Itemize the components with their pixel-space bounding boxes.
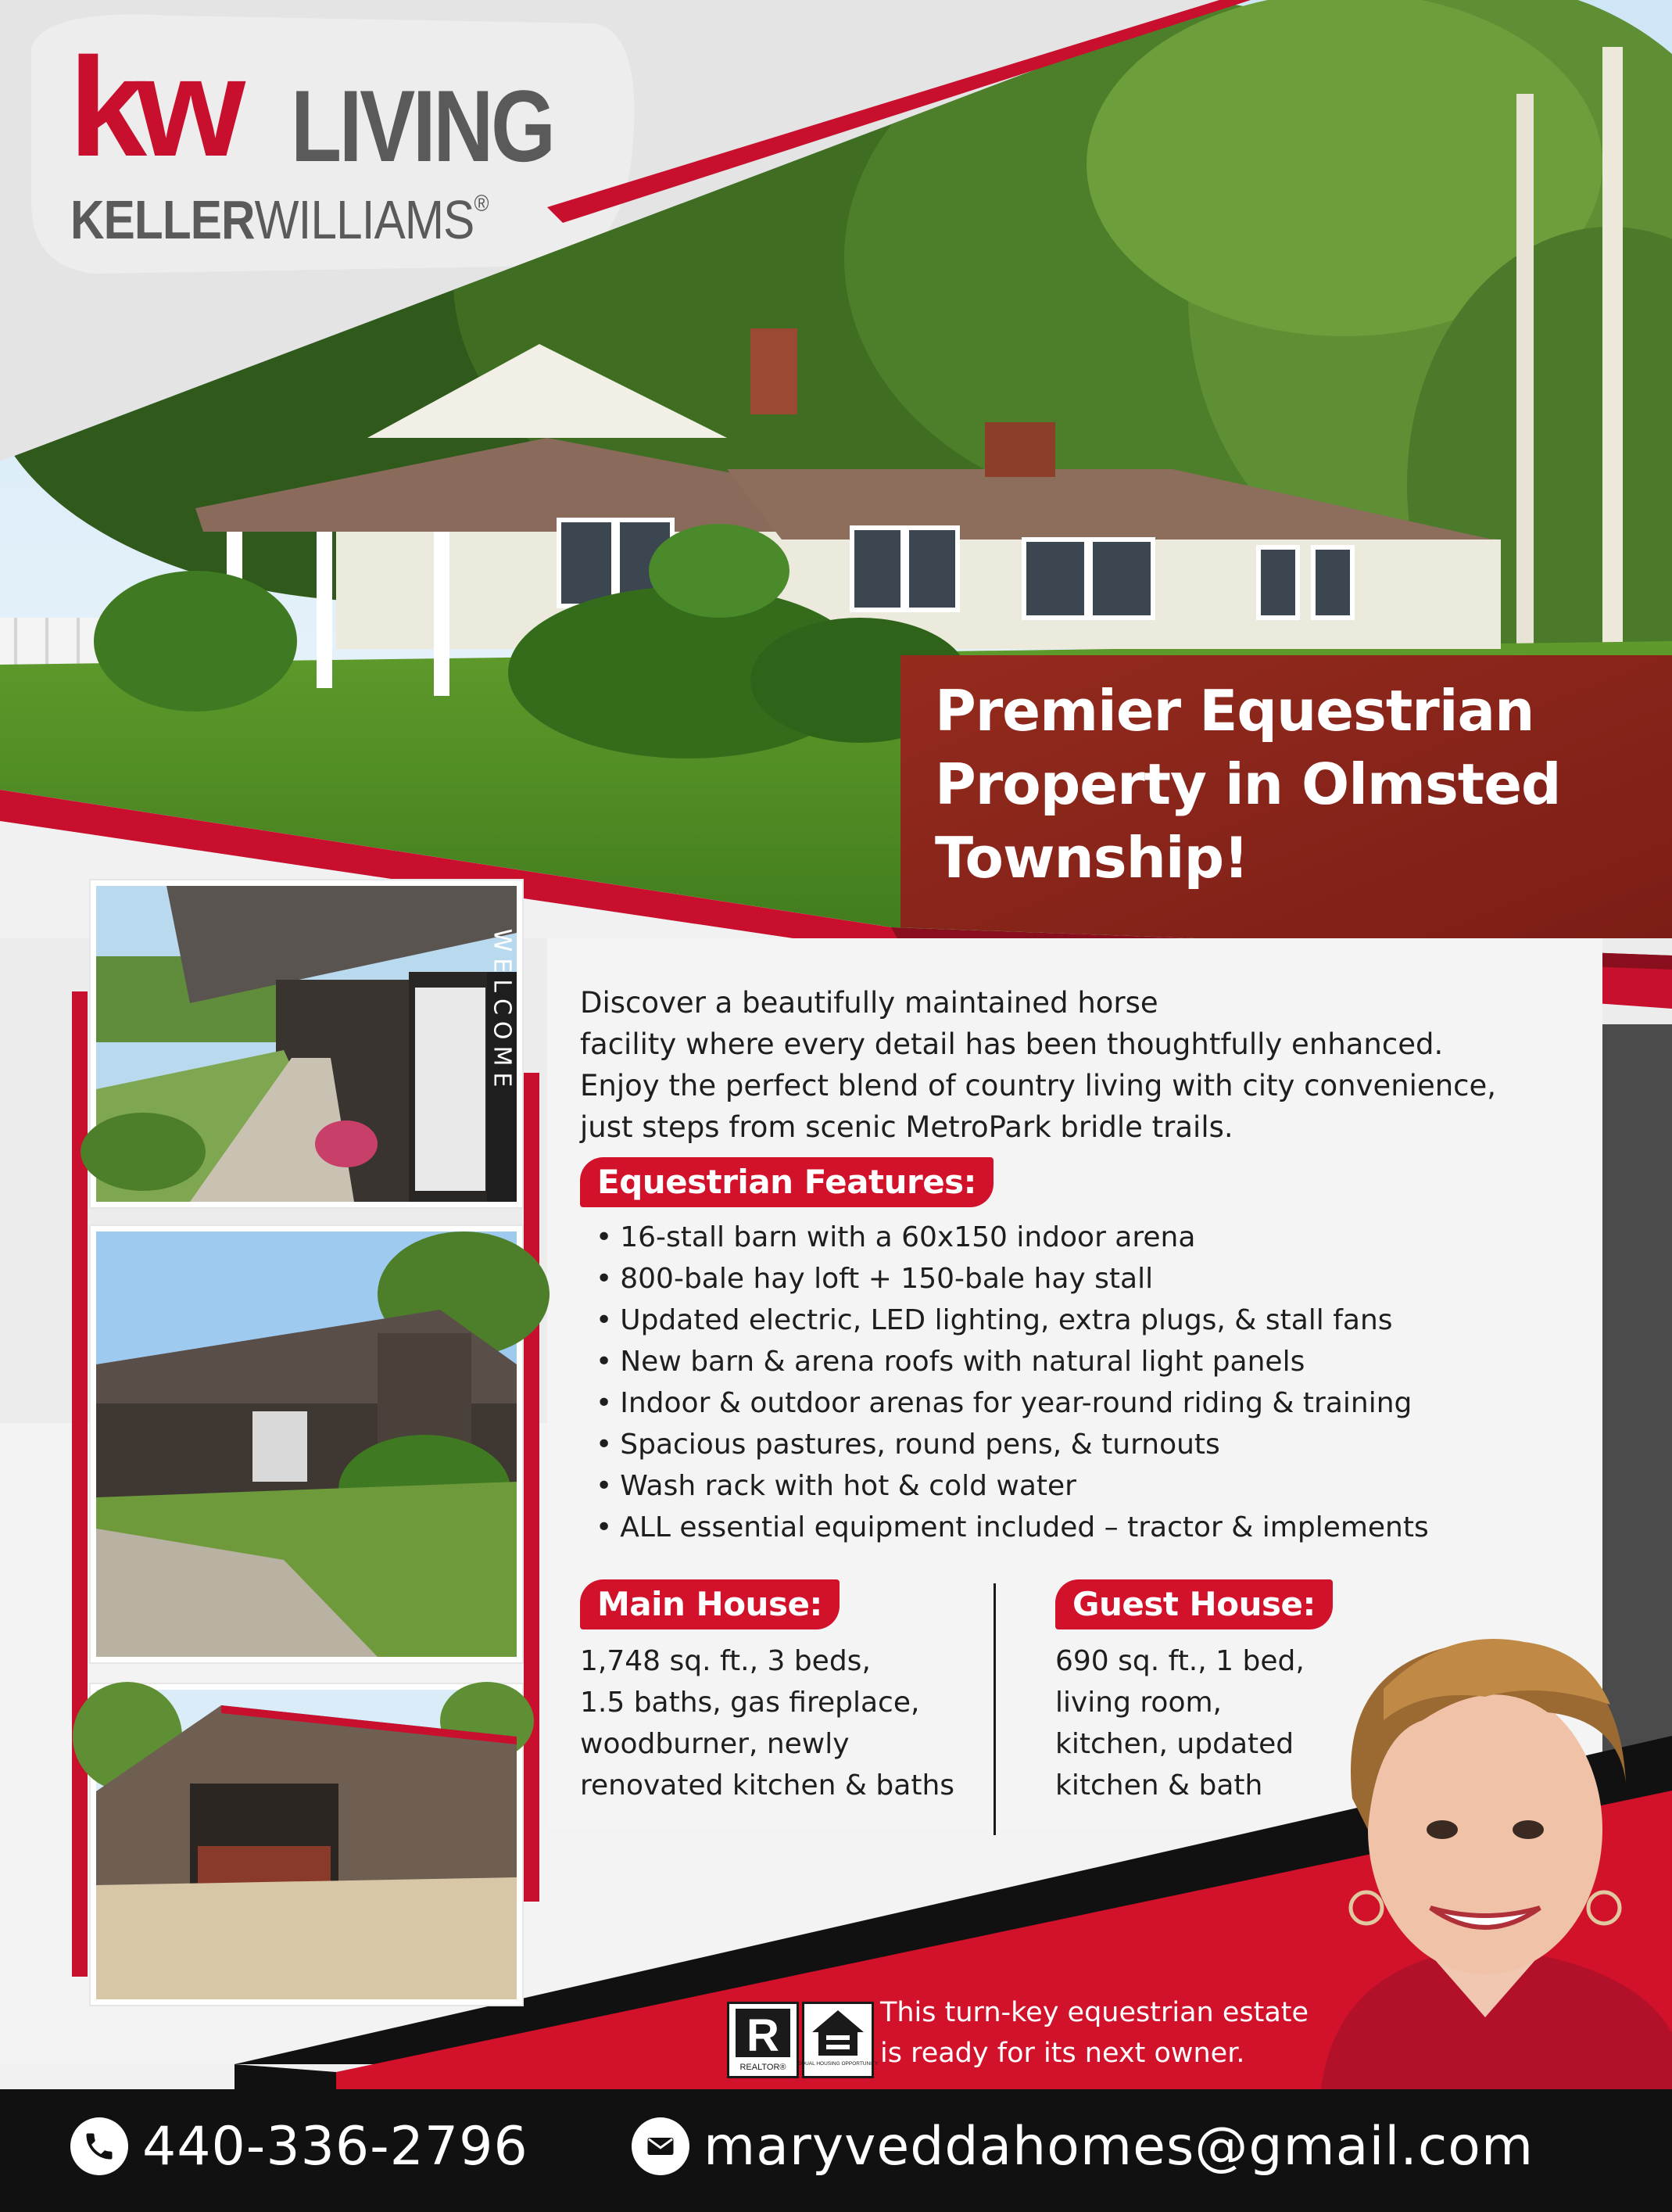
intro-line-4: just steps from scenic MetroPark bridle trails. xyxy=(580,1110,1233,1144)
list-item: • Wash rack with hot & cold water xyxy=(596,1465,1429,1507)
main-house-line: 1.5 baths, gas fireplace, xyxy=(580,1687,920,1719)
equal-housing-label: EQUAL HOUSING OPPORTUNITY xyxy=(797,2061,879,2067)
realtor-label: REALTOR® xyxy=(739,2063,786,2072)
column-divider xyxy=(994,1583,996,1835)
list-item: • 16-stall barn with a 60x150 indoor arena xyxy=(596,1217,1429,1258)
mail-icon xyxy=(632,2117,689,2175)
headline-line-1: Premier Equestrian xyxy=(935,678,1534,744)
kw-logo-mark: kw xyxy=(69,29,235,186)
tagline-line-2: is ready for its next owner. xyxy=(880,2038,1245,2069)
main-house-line: woodburner, newly xyxy=(580,1728,850,1760)
list-item: • 800-bale hay loft + 150-bale hay stall xyxy=(596,1258,1429,1300)
equal-housing-badge xyxy=(797,2002,879,2078)
headline-line-2: Property in Olmsted xyxy=(935,751,1561,817)
realtor-letter: R xyxy=(746,2010,779,2061)
arena-building-photo xyxy=(91,1684,522,2005)
main-house-heading: Main House: xyxy=(580,1579,840,1629)
phone-icon xyxy=(70,2117,128,2175)
wordmark-light: WILLIAMS xyxy=(254,189,474,250)
barn-exterior-photo xyxy=(91,1226,522,1662)
barn-porch-photo xyxy=(91,880,522,1207)
keller-williams-wordmark xyxy=(70,189,489,250)
agent-portrait xyxy=(1290,1595,1672,2089)
main-house-line: renovated kitchen & baths xyxy=(580,1769,955,1802)
guest-house-line: living room, xyxy=(1055,1687,1222,1719)
tagline-line-1: This turn-key equestrian estate xyxy=(880,1997,1309,2028)
main-house-line: 1,748 sq. ft., 3 beds, xyxy=(580,1645,871,1677)
guest-house-line: 690 sq. ft., 1 bed, xyxy=(1055,1645,1305,1677)
phone-number: 440-336-2796 xyxy=(142,2115,528,2178)
welcome-sign: WELCOME xyxy=(488,928,516,1094)
kw-logo-living: LIVING xyxy=(291,69,553,183)
guest-house-details xyxy=(1055,1640,1305,1806)
email-contact[interactable] xyxy=(632,2111,1534,2182)
headline xyxy=(935,674,1638,894)
list-item: • New barn & arena roofs with natural light panels xyxy=(596,1341,1429,1382)
intro-line-1: Discover a beautifully maintained horse xyxy=(580,986,1158,1020)
list-item: • Updated electric, LED lighting, extra plugs, & stall fans xyxy=(596,1300,1429,1341)
phone-contact[interactable] xyxy=(70,2111,528,2182)
realtor-badge xyxy=(727,2002,799,2078)
tagline xyxy=(880,1992,1309,2074)
guest-house-line: kitchen & bath xyxy=(1055,1769,1263,1802)
wordmark-bold: KELLER xyxy=(70,189,255,250)
list-item: • ALL essential equipment included – tractor & implements xyxy=(596,1507,1429,1548)
equestrian-features-list xyxy=(596,1217,1429,1548)
list-item: • Indoor & outdoor arenas for year-round riding & training xyxy=(596,1382,1429,1424)
intro-line-2: facility where every detail has been thoughtfully enhanced. xyxy=(580,1027,1444,1061)
guest-house-line: kitchen, updated xyxy=(1055,1728,1294,1760)
headline-line-3: Township! xyxy=(935,825,1248,891)
equestrian-features-heading: Equestrian Features: xyxy=(580,1157,994,1207)
intro-paragraph xyxy=(580,982,1612,1148)
guest-house-heading: Guest House: xyxy=(1055,1579,1333,1629)
email-address: maryveddahomes@gmail.com xyxy=(704,2115,1534,2178)
intro-line-3: Enjoy the perfect blend of country living with city convenience, xyxy=(580,1069,1497,1102)
main-house-details xyxy=(580,1640,954,1806)
registered-mark: ® xyxy=(474,191,489,217)
list-item: • Spacious pastures, round pens, & turnouts xyxy=(596,1424,1429,1465)
